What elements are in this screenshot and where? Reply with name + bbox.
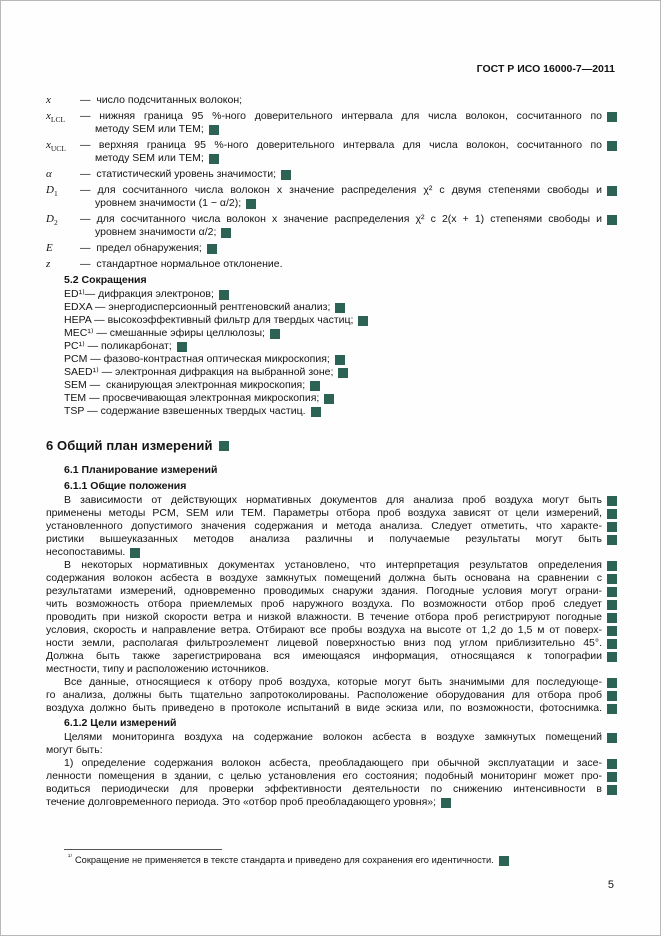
line-text: — для сосчитанного числа волокон x значение распределения χ² с двумя степенями свободы и bbox=[80, 184, 602, 196]
text-line bbox=[80, 184, 617, 197]
highlight-marker bbox=[607, 215, 617, 225]
text-line bbox=[46, 796, 617, 809]
definition-term: α bbox=[46, 168, 52, 180]
line-text: Целями мониторинга воздуха на содержание волокон асбеста в воздухе замкнутых помещений bbox=[64, 731, 602, 743]
definition-row bbox=[46, 184, 617, 210]
line-text: SEM — сканирующая электронная микроскопия; bbox=[64, 379, 306, 391]
definition-text bbox=[80, 242, 617, 255]
page-number: 5 bbox=[607, 879, 614, 891]
text-line bbox=[46, 731, 617, 744]
highlight-marker bbox=[607, 772, 617, 782]
text-line bbox=[46, 353, 617, 366]
line-text: методу SEM или TEM; bbox=[95, 123, 204, 135]
highlight-marker bbox=[607, 574, 617, 584]
highlight-marker bbox=[607, 691, 617, 701]
highlight-marker bbox=[607, 678, 617, 688]
footnote-symbol: ¹⁾ bbox=[68, 854, 72, 861]
footnote bbox=[46, 855, 617, 866]
paragraph bbox=[46, 757, 617, 809]
highlight-marker bbox=[311, 407, 321, 417]
definition-term: $D_1$ bbox=[46, 184, 58, 199]
text-line bbox=[80, 226, 617, 239]
paragraph bbox=[46, 559, 617, 676]
highlight-marker bbox=[221, 228, 231, 238]
line-text: ности земли, располагая фильтроэлемент лицевой поверхностью вниз под углом приблизительно 45°. bbox=[46, 637, 602, 649]
highlight-marker bbox=[607, 561, 617, 571]
text-line bbox=[46, 702, 617, 715]
text-line bbox=[46, 783, 617, 796]
definition-text bbox=[80, 110, 617, 136]
text-line bbox=[80, 94, 617, 107]
paragraph bbox=[46, 731, 617, 757]
line-text: уровнем значимости (1 − α/2); bbox=[95, 197, 242, 209]
abbreviations-heading: 5.2 Сокращения bbox=[64, 274, 147, 286]
text-line bbox=[46, 676, 617, 689]
section-title-marker bbox=[219, 441, 229, 451]
line-text: несопоставимы. bbox=[46, 546, 126, 558]
footnote-rule bbox=[64, 849, 222, 850]
text-line bbox=[46, 663, 617, 676]
highlight-marker bbox=[335, 303, 345, 313]
highlight-marker bbox=[607, 509, 617, 519]
highlight-marker bbox=[607, 112, 617, 122]
line-text: 1) определение содержания волокон асбеста, преобладающего при обычной эксплуатации и засе- bbox=[64, 757, 602, 769]
definition-text bbox=[80, 168, 617, 181]
highlight-marker bbox=[338, 368, 348, 378]
subsection-6-1-heading: 6.1 Планирование измерений bbox=[64, 464, 218, 476]
text-line bbox=[46, 559, 617, 572]
definition-text bbox=[80, 139, 617, 165]
text-line bbox=[46, 507, 617, 520]
footnote-body: Сокращение не применяется в тексте стандарта и приведено для сохранения его идентичности. bbox=[74, 855, 494, 866]
highlight-marker bbox=[246, 199, 256, 209]
line-text: установленного допустимого значения содержания и метода анализа. Следует отметить, что характе- bbox=[46, 520, 602, 532]
text-line bbox=[46, 637, 617, 650]
definition-row bbox=[46, 110, 617, 136]
line-text: ED¹⁾— дифракция электронов; bbox=[64, 288, 214, 300]
footnote-marker bbox=[499, 856, 509, 866]
line-text: TSP — содержание взвешенных твердых частиц. bbox=[64, 405, 306, 417]
paragraphs-6-1-2 bbox=[46, 731, 617, 809]
text-line bbox=[46, 546, 617, 559]
highlight-marker bbox=[607, 785, 617, 795]
highlight-marker bbox=[209, 154, 219, 164]
text-line bbox=[80, 110, 617, 123]
definition-text bbox=[80, 94, 617, 107]
highlight-marker bbox=[607, 496, 617, 506]
line-text: течение долговременного периода. Это «отбор проб преобладающего уровня»; bbox=[46, 796, 437, 808]
paragraph bbox=[46, 676, 617, 715]
text-line bbox=[46, 572, 617, 585]
section-6-title: 6 Общий план измерений bbox=[46, 438, 213, 453]
text-line bbox=[46, 366, 617, 379]
doc-header: ГОСТ Р ИСО 16000-7—2011 bbox=[476, 63, 615, 75]
section-6-heading bbox=[46, 439, 617, 452]
line-text: местности, типу и расположению источников. bbox=[46, 663, 269, 675]
page-content bbox=[46, 94, 617, 866]
line-text: — статистический уровень значимости; bbox=[80, 168, 277, 180]
highlight-marker bbox=[607, 704, 617, 714]
text-line bbox=[46, 520, 617, 533]
highlight-marker bbox=[219, 290, 229, 300]
text-line bbox=[46, 405, 617, 418]
definition-term: x bbox=[46, 94, 51, 106]
highlight-marker bbox=[607, 535, 617, 545]
text-line bbox=[46, 327, 617, 340]
definition-row bbox=[46, 94, 617, 107]
line-text: — предел обнаружения; bbox=[80, 242, 202, 254]
text-line bbox=[80, 242, 617, 255]
definition-row bbox=[46, 213, 617, 239]
line-text: HEPA — высокоэффективный фильтр для твердых частиц; bbox=[64, 314, 354, 326]
text-line bbox=[46, 757, 617, 770]
subsection-6-1-2-heading: 6.1.2 Цели измерений bbox=[64, 717, 177, 729]
highlight-marker bbox=[607, 733, 617, 743]
definition-text bbox=[80, 213, 617, 239]
text-line bbox=[46, 533, 617, 546]
definition-term: $x_{UCL}$ bbox=[46, 139, 66, 154]
line-text: уровнем значимости α/2; bbox=[95, 226, 217, 238]
line-text: водиться периодически для проверки эффективности деятельности по снижению интенсивности в bbox=[46, 783, 602, 795]
line-text: В некоторых нормативных документах установлено, что интерпретация результатов определения bbox=[64, 559, 602, 571]
highlight-marker bbox=[358, 316, 368, 326]
text-line bbox=[46, 689, 617, 702]
line-text: применены методы PCM, SEM или TEM. Параметры отбора проб воздуха зависят от цели измерений, bbox=[46, 507, 602, 519]
line-text: — нижняя граница 95 %-ного доверительного интервала для числа волокон, сосчитанного по bbox=[80, 110, 602, 122]
line-text: PCM — фазово-контрастная оптическая микроскопия; bbox=[64, 353, 330, 365]
line-text: содержания волокон асбеста в воздухе замкнутых помещений должна быть основана на сравнении с bbox=[46, 572, 602, 584]
line-text: могут быть: bbox=[46, 744, 103, 756]
text-line bbox=[46, 340, 617, 353]
line-text: чить возможность отбора приемлемых проб наружного воздуха. По возможности отбор проб следует bbox=[46, 598, 602, 610]
definition-term: $x_{LCL}$ bbox=[46, 110, 66, 125]
highlight-marker bbox=[607, 186, 617, 196]
highlight-marker bbox=[607, 626, 617, 636]
line-text: проводить при низкой скорости ветра и низкой влажности. В течение отбора проб регистрируют погодные bbox=[46, 611, 602, 623]
text-line bbox=[46, 650, 617, 663]
highlight-marker bbox=[310, 381, 320, 391]
highlight-marker bbox=[209, 125, 219, 135]
line-text: — стандартное нормальное отклонение. bbox=[80, 258, 283, 270]
line-text: воздуха должно быть приведено в протоколе испытаний в виде эскиза или, по возможности, фотоснимка. bbox=[46, 702, 602, 714]
line-text: результатами измерений, одновременно проводимых снаружи здания. Погодные условия могут ограни- bbox=[46, 585, 602, 597]
definition-row bbox=[46, 258, 617, 271]
line-text: ристики вышеуказанных методов анализа различны и получаемые результаты могут быть bbox=[46, 533, 602, 545]
highlight-marker bbox=[607, 141, 617, 151]
text-line bbox=[46, 744, 617, 757]
highlight-marker bbox=[270, 329, 280, 339]
text-line bbox=[46, 301, 617, 314]
line-text: — для сосчитанного числа волокон x значение распределения χ² с 2(x + 1) степенями свободы и bbox=[80, 213, 602, 225]
line-text: SAED¹⁾ — электронная дифракция на выбранной зоне; bbox=[64, 366, 334, 378]
abbreviations-list bbox=[46, 288, 617, 418]
text-line bbox=[46, 770, 617, 783]
line-text: Все данные, относящиеся к отбору проб воздуха, которые могут быть значимыми для последующе- bbox=[64, 676, 602, 688]
highlight-marker bbox=[607, 613, 617, 623]
text-line bbox=[80, 139, 617, 152]
definition-row bbox=[46, 139, 617, 165]
line-text: В зависимости от действующих нормативных документов для анализа проб воздуха могут быть bbox=[64, 494, 602, 506]
line-text: EDXA — энергодисперсионный рентгеновский анализ; bbox=[64, 301, 331, 313]
text-line bbox=[46, 611, 617, 624]
line-text: — число подсчитанных волокон; bbox=[80, 94, 243, 106]
text-line bbox=[46, 392, 617, 405]
subsection-6-1-1-heading: 6.1.1 Общие положения bbox=[64, 480, 187, 492]
highlight-marker bbox=[607, 639, 617, 649]
highlight-marker bbox=[607, 600, 617, 610]
definition-term: $D_2$ bbox=[46, 213, 58, 228]
text-line bbox=[46, 624, 617, 637]
line-text: методу SEM или TEM; bbox=[95, 152, 204, 164]
definition-text bbox=[80, 184, 617, 210]
text-line bbox=[80, 258, 617, 271]
definition-text bbox=[80, 258, 617, 271]
highlight-marker bbox=[281, 170, 291, 180]
line-text: ленности помещения в здании, с целью установления его состояния; подобный мониторинг может про- bbox=[46, 770, 602, 782]
line-text: — верхняя граница 95 %-ного доверительного интервала для числа волокон, сосчитанного по bbox=[80, 139, 602, 151]
highlight-marker bbox=[607, 652, 617, 662]
footnote-text bbox=[68, 855, 494, 866]
definition-row bbox=[46, 242, 617, 255]
highlight-marker bbox=[335, 355, 345, 365]
line-text: условия, скорость и направление ветра. Отбирают все пробы воздуха на высоте от 1,2 до 1,5 м от поверх- bbox=[46, 624, 602, 636]
paragraph bbox=[46, 494, 617, 559]
text-line bbox=[80, 123, 617, 136]
text-line bbox=[80, 213, 617, 226]
text-line bbox=[46, 598, 617, 611]
text-line bbox=[46, 379, 617, 392]
highlight-marker bbox=[324, 394, 334, 404]
text-line bbox=[46, 585, 617, 598]
definition-term: z bbox=[46, 258, 51, 270]
text-line bbox=[80, 197, 617, 210]
paragraphs-6-1-1 bbox=[46, 494, 617, 715]
highlight-marker bbox=[130, 548, 140, 558]
text-line bbox=[46, 288, 617, 301]
definitions-list bbox=[46, 94, 617, 271]
highlight-marker bbox=[607, 522, 617, 532]
text-line bbox=[46, 314, 617, 327]
text-line bbox=[46, 494, 617, 507]
line-text: го анализа, должны быть тщательно запротоколированы. Расположение оборудования для отбора проб bbox=[46, 689, 602, 701]
definition-term: E bbox=[46, 242, 53, 254]
text-line bbox=[80, 152, 617, 165]
line-text: MEC¹⁾ — смешанные эфиры целлюлозы; bbox=[64, 327, 265, 339]
text-line bbox=[80, 168, 617, 181]
highlight-marker bbox=[607, 759, 617, 769]
definition-row bbox=[46, 168, 617, 181]
line-text: Должна быть также зарегистрирована вся имеющаяся информация, относящаяся к топографии bbox=[46, 650, 602, 662]
highlight-marker bbox=[607, 587, 617, 597]
line-text: PC¹⁾ — поликарбонат; bbox=[64, 340, 172, 352]
highlight-marker bbox=[207, 244, 217, 254]
highlight-marker bbox=[177, 342, 187, 352]
line-text: TEM — просвечивающая электронная микроскопия; bbox=[64, 392, 320, 404]
highlight-marker bbox=[441, 798, 451, 808]
